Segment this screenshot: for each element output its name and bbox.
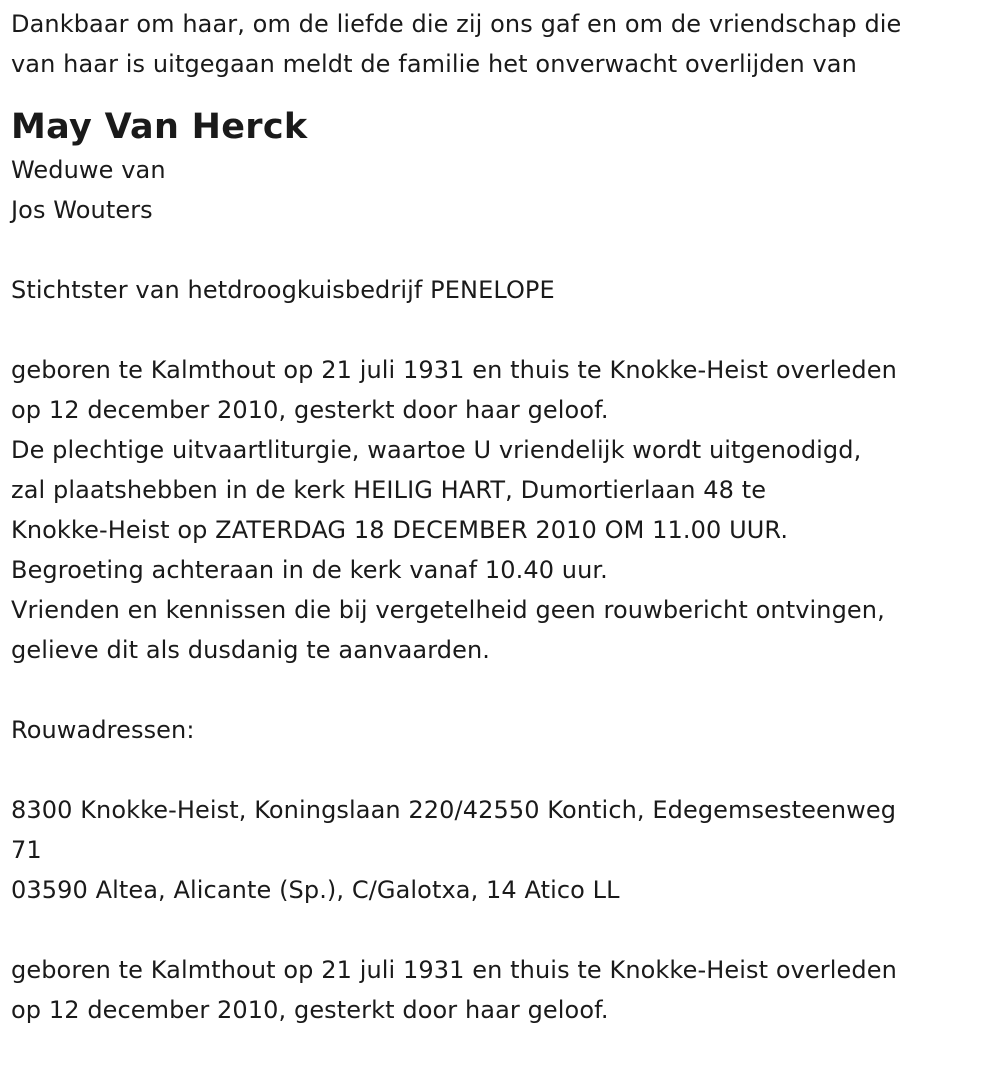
closing-line: op 12 december 2010, gesterkt door haar geloof. [11,996,609,1024]
announcement-line: Vrienden en kennissen die bij vergetelheid geen rouwbericht ontvingen, [11,596,885,624]
founder-text: Stichtster van hetdroogkuisbedrijf PENELOPE [11,276,555,304]
announcement-line: Begroeting achteraan in de kerk vanaf 10.40 uur. [11,556,608,584]
spacer [11,310,1000,350]
intro-line-1: Dankbaar om haar, om de liefde die zij ons gaf en om de vriendschap die [11,10,902,38]
announcement-line: geboren te Kalmthout op 21 juli 1931 en thuis te Knokke-Heist overleden [11,356,897,384]
intro-line-2: van haar is uitgegaan meldt de familie het onverwacht overlijden van [11,50,857,78]
address-line: 71 [11,836,42,864]
announcement-line: gelieve dit als dusdanig te aanvaarden. [11,636,491,664]
announcement-line: zal plaatshebben in de kerk HEILIG HART, Dumortierlaan 48 te [11,476,767,504]
address-line: 8300 Knokke-Heist, Koningslaan 220/42550 Kontich, Edegemsesteenweg [11,796,897,824]
closing-line: geboren te Kalmthout op 21 juli 1931 en thuis te Knokke-Heist overleden [11,956,897,984]
address-line: 03590 Altea, Alicante (Sp.), C/Galotxa, 14 Atico LL [11,876,620,904]
spacer [11,910,1000,950]
announcement-line: De plechtige uitvaartliturgie, waartoe U vriendelijk wordt uitgenodigd, [11,436,862,464]
spacer [11,230,1000,270]
announcement-line: Knokke-Heist op ZATERDAG 18 DECEMBER 2010 OM 11.00 UUR. [11,516,789,544]
announcement-line: op 12 december 2010, gesterkt door haar geloof. [11,396,609,424]
spacer [11,670,1000,710]
spacer [11,750,1000,790]
spouse-name: Jos Wouters [11,196,153,224]
relation-text: Weduwe van [11,156,166,184]
deceased-name: May Van Herck [11,107,308,147]
addresses-heading: Rouwadressen: [11,716,195,744]
